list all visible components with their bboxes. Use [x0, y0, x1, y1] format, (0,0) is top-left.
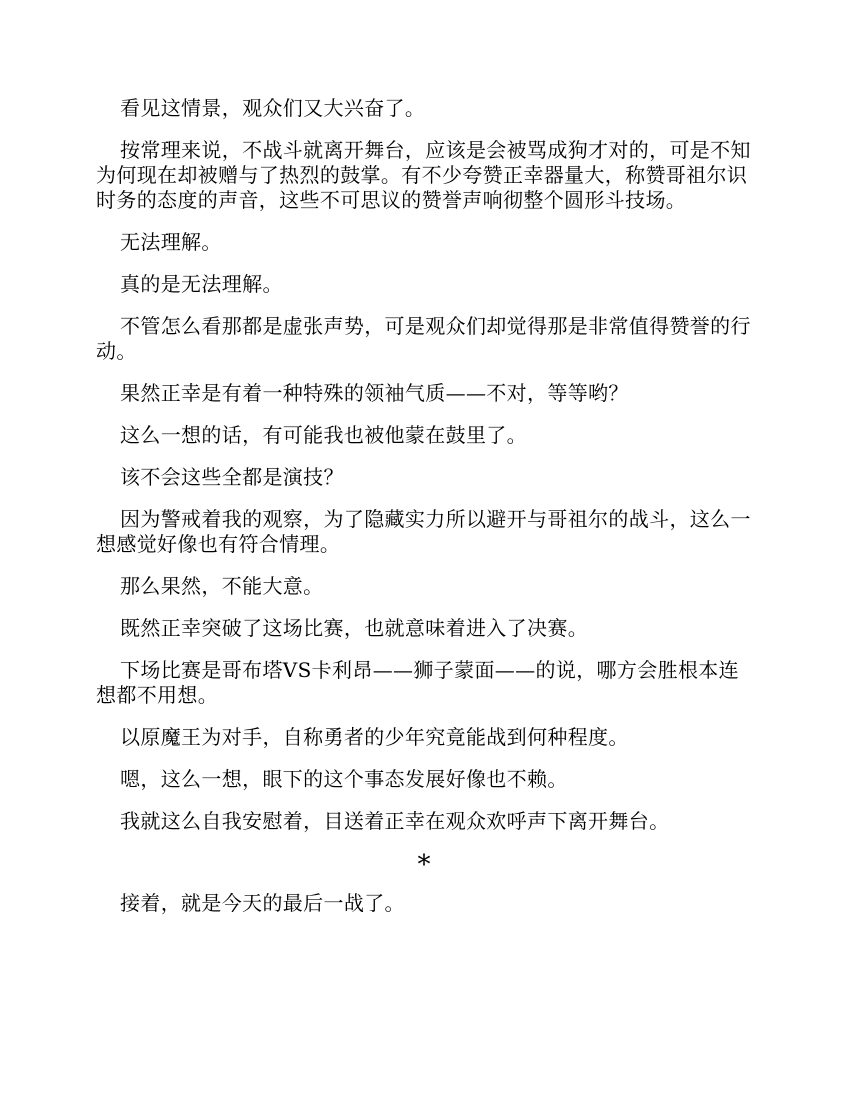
- paragraph: 因为警戒着我的观察，为了隐藏实力所以避开与哥祖尔的战斗，这么一想感觉好像也有符合情理。: [96, 507, 751, 556]
- paragraph: 果然正幸是有着一种特殊的领袖气质——不对，等等哟？: [120, 381, 629, 405]
- paragraph: 不管怎么看那都是虚张声势，可是观众们却觉得那是非常值得赞誉的行动。: [96, 314, 751, 363]
- body-text: [96, 96, 752, 933]
- scene-break: *: [417, 850, 431, 880]
- paragraph: 以原魔王为对手，自称勇者的少年究竟能战到何种程度。: [120, 725, 629, 749]
- paragraph: 无法理解。: [120, 230, 222, 254]
- paragraph: 嗯，这么一想，眼下的这个事态发展好像也不赖。: [120, 767, 568, 791]
- closing-paragraph: 接着，就是今天的最后一战了。: [120, 891, 405, 915]
- paragraph: 该不会这些全都是演技？: [120, 465, 344, 489]
- paragraph: 按常理来说，不战斗就离开舞台，应该是会被骂成狗才对的，可是不知为何现在却被赠与了热烈的鼓掌。有不少夸赞正幸器量大，称赞哥祖尔识时务的态度的声音，这些不可思议的赞誉声响彻整个圆形斗技场。: [96, 138, 751, 212]
- paragraph: 真的是无法理解。: [120, 272, 283, 296]
- paragraph: 看见这情景，观众们又大兴奋了。: [120, 96, 426, 120]
- paragraph: 下场比赛是哥布塔VS卡利昂——狮子蒙面——的说，哪方会胜根本连想都不用想。: [96, 658, 739, 707]
- paragraph: 那么果然，不能大意。: [120, 574, 324, 598]
- paragraph: 既然正幸突破了这场比赛，也就意味着进入了决赛。: [120, 616, 589, 640]
- paragraph: 这么一想的话，有可能我也被他蒙在鼓里了。: [120, 423, 527, 447]
- paragraph: 我就这么自我安慰着，目送着正幸在观众欢呼声下离开舞台。: [120, 809, 670, 833]
